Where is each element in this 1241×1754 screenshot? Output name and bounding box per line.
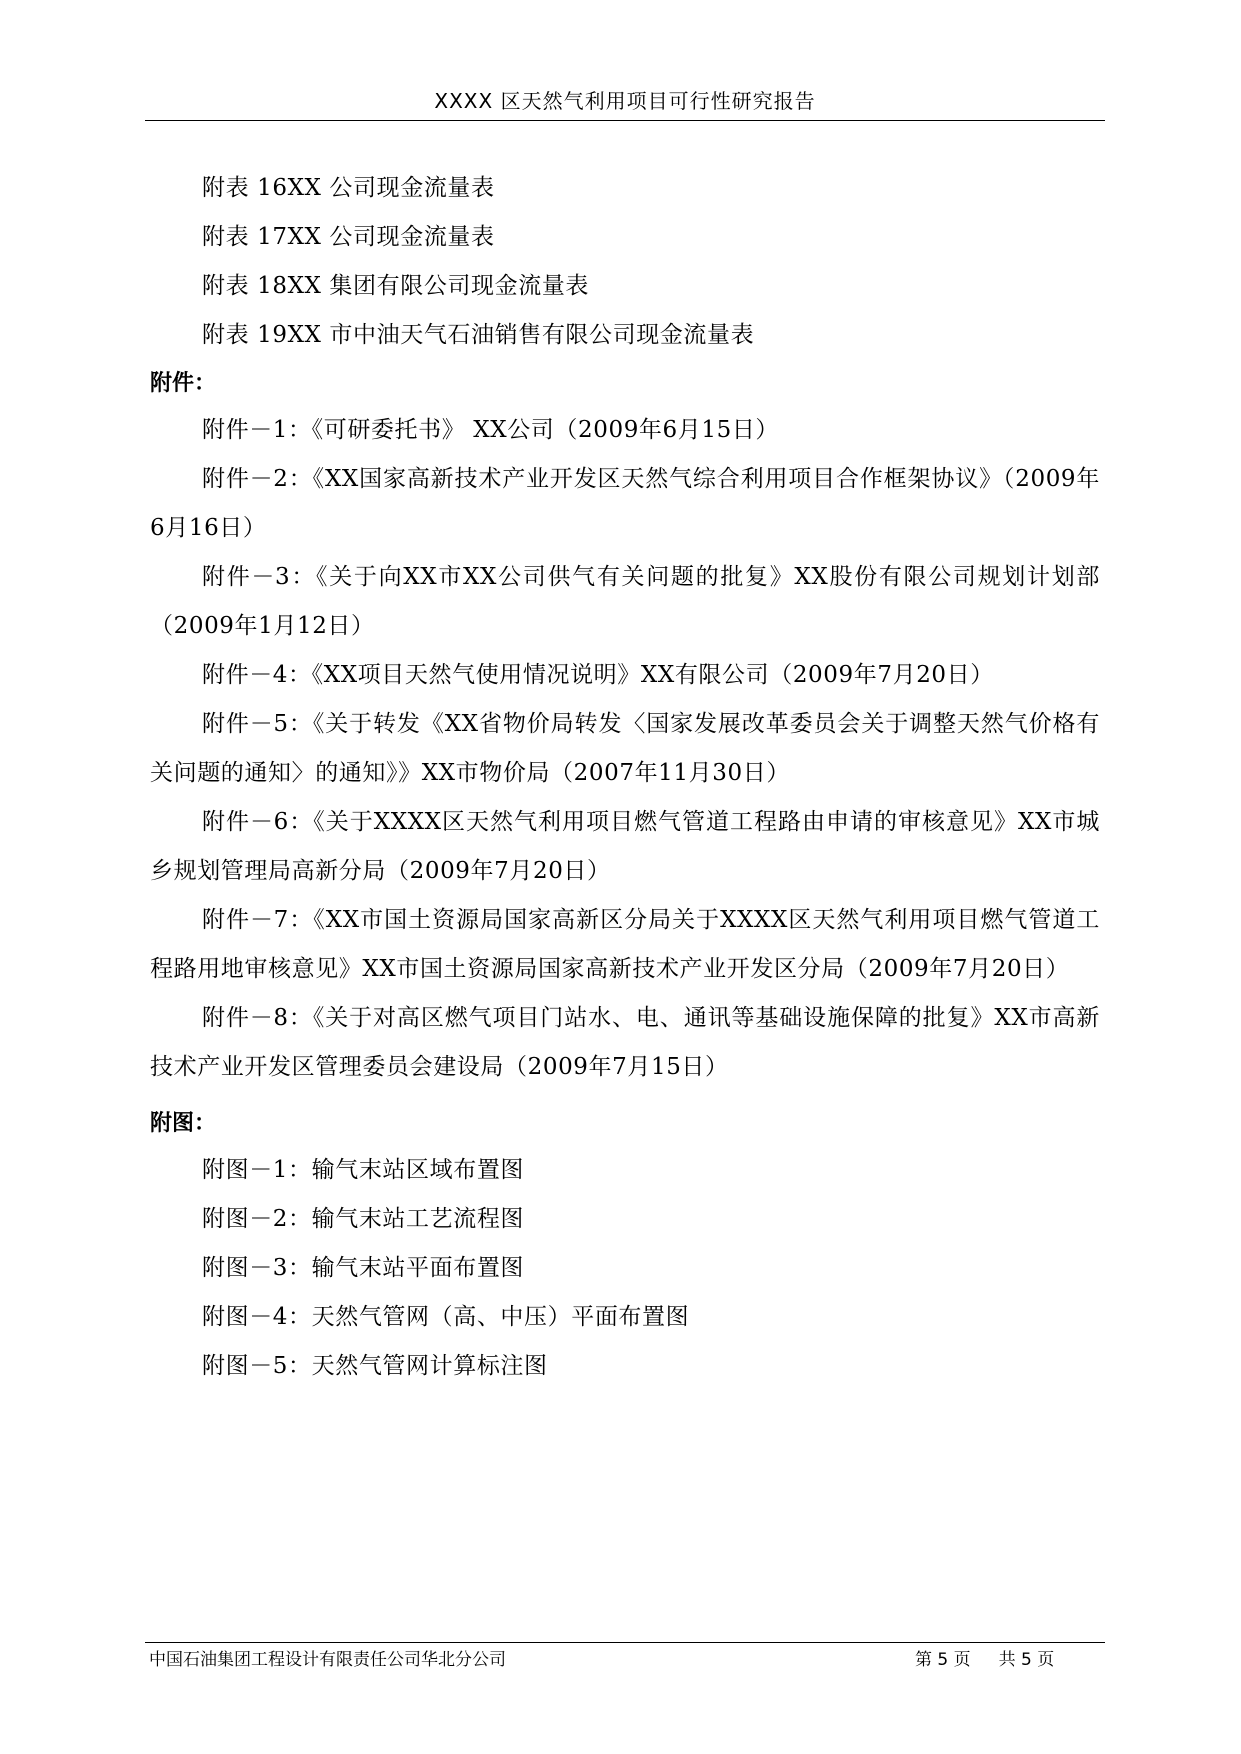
page-header	[145, 86, 1105, 121]
appendix-table-item: 附表 16XX 公司现金流量表	[202, 175, 495, 201]
attachment-item: 附件－7：《XX市国土资源局国家高新区分局关于XXXX区天然气利用项目燃气管道工程路用地审核意见》XX市国土资源局国家高新技术产业开发区分局（2009年7月20日）	[150, 907, 1100, 982]
attachments-heading: 附件：	[150, 371, 217, 396]
appendix-table-item: 附表 19XX 市中油天气石油销售有限公司现金流量表	[202, 322, 755, 348]
page-current: 第 5 页	[915, 1650, 971, 1670]
page-number	[915, 1643, 1054, 1677]
attachment-item: 附件－8：《关于对高区燃气项目门站水、电、通讯等基础设施保障的批复》XX市高新技术产业开发区管理委员会建设局（2009年7月15日）	[150, 1005, 1100, 1080]
figure-item: 附图－3：输气末站平面布置图	[202, 1255, 525, 1281]
attachment-item: 附件－3：《关于向XX市XX公司供气有关问题的批复》XX股份有限公司规划计划部（2009年1月12日）	[150, 564, 1100, 639]
footer-company: 中国石油集团工程设计有限责任公司华北分公司	[149, 1650, 506, 1670]
figure-item: 附图－5：天然气管网计算标注图	[202, 1353, 548, 1379]
attachment-item: 附件－1：《可研委托书》 XX公司（2009年6月15日）	[202, 417, 780, 443]
appendix-table-item: 附表 18XX 集团有限公司现金流量表	[202, 273, 590, 299]
appendix-table-item: 附表 17XX 公司现金流量表	[202, 224, 495, 250]
attachment-item: 附件－4：《XX项目天然气使用情况说明》XX有限公司（2009年7月20日）	[202, 662, 994, 688]
figure-item: 附图－2：输气末站工艺流程图	[202, 1206, 525, 1232]
page-total: 共 5 页	[998, 1650, 1055, 1670]
figures-heading: 附图：	[150, 1111, 217, 1136]
page-body	[150, 164, 1100, 1391]
attachment-item: 附件－5：《关于转发《XX省物价局转发〈国家发展改革委员会关于调整天然气价格有关问题的通知〉的通知》》XX市物价局（2007年11月30日）	[150, 711, 1100, 786]
attachment-item: 附件－6：《关于XXXX区天然气利用项目燃气管道工程路由申请的审核意见》XX市城乡规划管理局高新分局（2009年7月20日）	[150, 809, 1100, 884]
figure-item: 附图－1：输气末站区域布置图	[202, 1157, 525, 1183]
figure-item: 附图－4：天然气管网（高、中压）平面布置图	[202, 1304, 690, 1330]
page-footer	[145, 1642, 1105, 1677]
attachment-item: 附件－2：《XX国家高新技术产业开发区天然气综合利用项目合作框架协议》（2009年6月16日）	[150, 466, 1100, 541]
document-title: XXXX 区天然气利用项目可行性研究报告	[434, 89, 816, 113]
